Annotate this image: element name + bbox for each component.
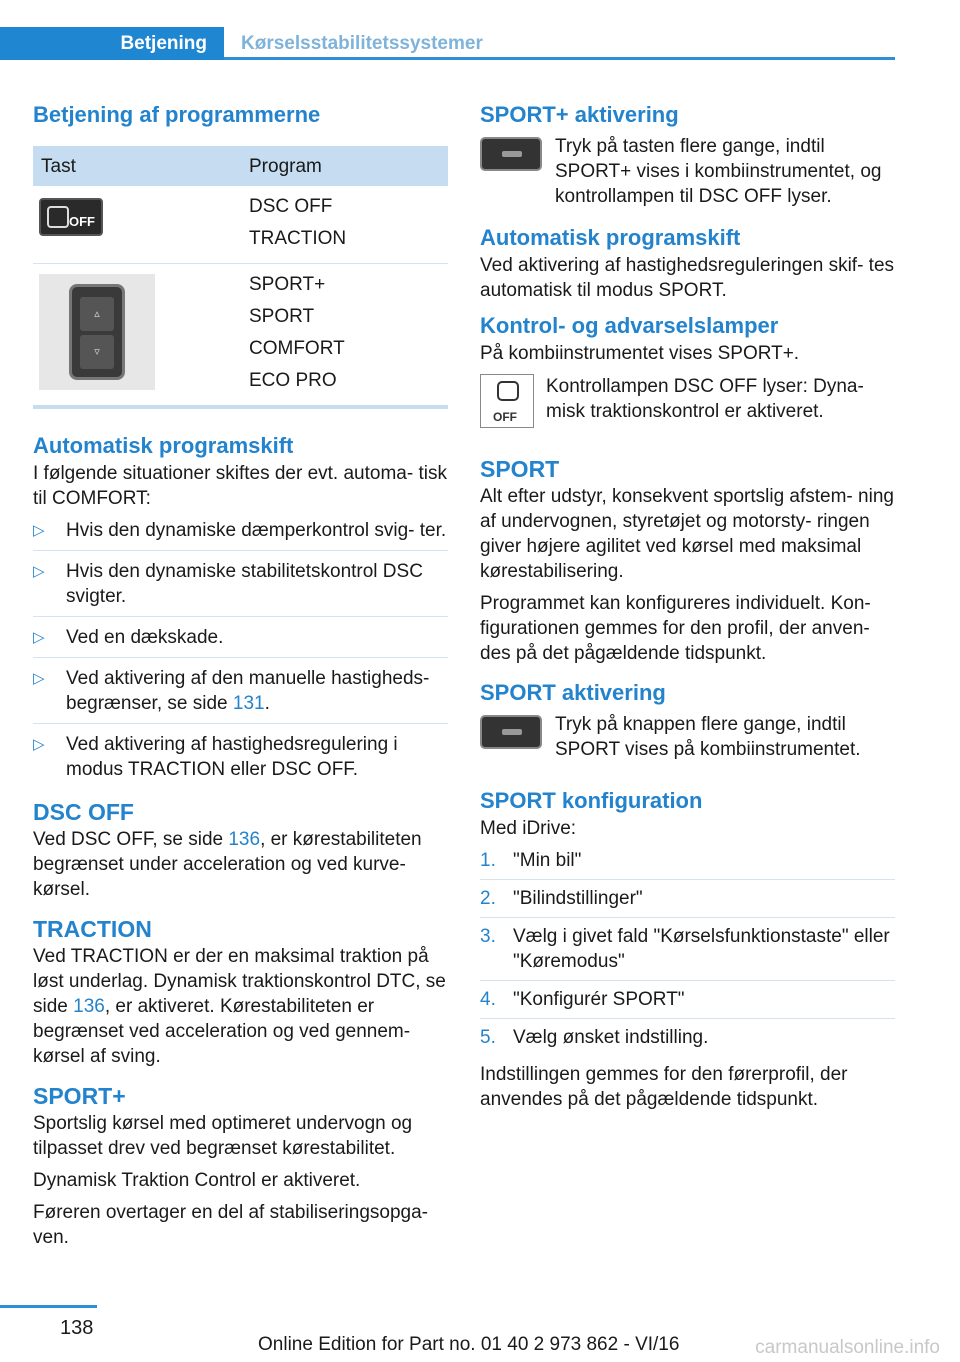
right-column: [480, 100, 895, 1119]
auto-text: I følgende situationer skiftes der evt. automa‐ tisk til COMFORT:: [33, 463, 447, 509]
auto-list: [33, 518, 448, 789]
left-column: [33, 100, 448, 1257]
page-link-136[interactable]: 136: [228, 829, 261, 850]
table-header-program: Program: [249, 146, 448, 186]
edition-text: Online Edition for Part no. 01 40 2 973 862 - VI/16: [258, 1334, 680, 1355]
section-title-traction: TRACTION: [33, 916, 152, 942]
rocker-switch-icon: ▵ ▿: [39, 274, 155, 390]
list-item: ▷ Hvis den dynamiske dæmperkontrol svig‐ ter.: [33, 518, 448, 551]
list-item: 2. "Bilindstillinger": [480, 886, 895, 918]
mode-button-icon: [480, 137, 542, 171]
list-item: ▷ Hvis den dynamiske stabilitetskontrol DSC svigter.: [33, 559, 448, 617]
list-item: ▷ Ved aktivering af hastighedsregulering i modus TRACTION eller DSC OFF.: [33, 734, 398, 780]
traction-text: Ved TRACTION er der en maksimal traktion på løst underlag. Dynamisk traktionskontrol DTC, se side 136, er aktiveret. Kørestabiliteten er begrænset ved acceleration og ved gennem‐ kørsel af sving.: [33, 946, 446, 1067]
table-row: [33, 264, 448, 408]
program-traction: TRACTION: [249, 228, 347, 249]
section-title-sport-plus: SPORT+: [33, 1083, 126, 1109]
list-item: 3. Vælg i givet fald "Kørselsfunktionstaste" eller "Køremodus": [480, 924, 895, 981]
sport-config-intro: Med iDrive:: [480, 818, 577, 839]
list-item: ▷ Ved en dækskade.: [33, 625, 448, 658]
section-title-betjening: Betjening af programmerne: [33, 102, 321, 127]
dsc-text: Ved DSC OFF, se side 136, er kørestabiliteten begrænset under acceleration og ved kurve‐ kørsel.: [33, 829, 422, 900]
list-item: 1. "Min bil": [480, 848, 895, 880]
section-title-kontrol: Kontrol- og advarselslamper: [480, 313, 779, 338]
section-title-sport-activation: SPORT aktivering: [480, 680, 666, 705]
kontrol-lamp: OFF Kontrollampen DSC OFF lyser: Dyna‐ misk traktionskontrol er aktiveret.: [480, 374, 895, 434]
sport-config-outro: Indstillingen gemmes for den førerprofil, der anvendes på det pågældende tidspunkt.: [480, 1064, 848, 1110]
program-table: [33, 146, 448, 409]
page-link-131[interactable]: 131: [232, 693, 265, 714]
dsc-off-warning-icon: OFF: [480, 374, 534, 428]
program-sport-plus: SPORT+: [249, 274, 326, 295]
tab-koerselsstabilitet[interactable]: Kørselsstabilitetssystemer: [241, 33, 483, 54]
program-sport: SPORT: [249, 306, 315, 327]
program-eco-pro: ECO PRO: [249, 370, 337, 391]
sport-plus-p2: Dynamisk Traktion Control er aktiveret.: [33, 1170, 361, 1191]
list-item: 5. Vælg ønsket indstilling.: [480, 1027, 709, 1048]
section-title-sport-plus-activation: SPORT+ aktivering: [480, 102, 679, 127]
sport-plus-p3: Føreren overtager en del af stabiliseringsopga‐ ven.: [33, 1202, 428, 1248]
sport-p2: Programmet kan konfigureres individuelt. Kon‐ figurationen gemmes for den profil, der anven‐ des på det pågældende tidspunkt.: [480, 593, 871, 664]
auto-right-text: Ved aktivering af hastighedsreguleringen skif‐ tes automatisk til modus SPORT.: [480, 255, 895, 301]
sport-p1: Alt efter udstyr, konsekvent sportslig afstem‐ ning af undervognen, styretøjet og motorsty‐ ringen giver højere agilitet ved kørsel med maksimal kørestabilisering.: [480, 486, 894, 582]
page-number: 138: [60, 1317, 94, 1339]
tab-betjening[interactable]: Betjening: [0, 27, 224, 60]
page-link-136b[interactable]: 136: [73, 996, 105, 1017]
sport-plus-p1: Sportslig kørsel med optimeret undervogn og tilpasset drev ved begrænset kørestabilitet.: [33, 1113, 413, 1159]
section-title-sport: SPORT: [480, 456, 560, 482]
section-title-dsc-off: DSC OFF: [33, 799, 134, 825]
list-item: ▷ Ved aktivering af den manuelle hastigheds‐ begrænser, se side 131.: [33, 666, 448, 724]
section-title-sport-config: SPORT konfiguration: [480, 788, 703, 813]
sport-activation: Tryk på knappen flere gange, indtil SPORT vises på kombiinstrumentet.: [480, 712, 895, 772]
footer-line: [0, 1305, 97, 1308]
section-title-auto-right: Automatisk programskift: [480, 225, 741, 250]
kontrol-text: På kombiinstrumentet vises SPORT+.: [480, 343, 800, 364]
list-item: 4. "Konfigurér SPORT": [480, 987, 895, 1019]
watermark: carmanualsonline.info: [755, 1337, 940, 1358]
program-comfort: COMFORT: [249, 338, 345, 359]
sport-plus-activation: Tryk på tasten flere gange, indtil SPORT+ vises i kombiinstrumentet, og kontrollampen til DSC OFF lyser.: [480, 134, 895, 209]
table-header-tast: Tast: [33, 146, 249, 186]
dsc-off-button-icon: OFF: [39, 198, 103, 236]
section-title-auto: Automatisk programskift: [33, 433, 294, 458]
mode-button-icon-2: [480, 715, 542, 749]
program-dsc-off: DSC OFF: [249, 196, 333, 217]
sport-config-steps: [480, 848, 895, 1056]
table-row: [33, 186, 448, 264]
